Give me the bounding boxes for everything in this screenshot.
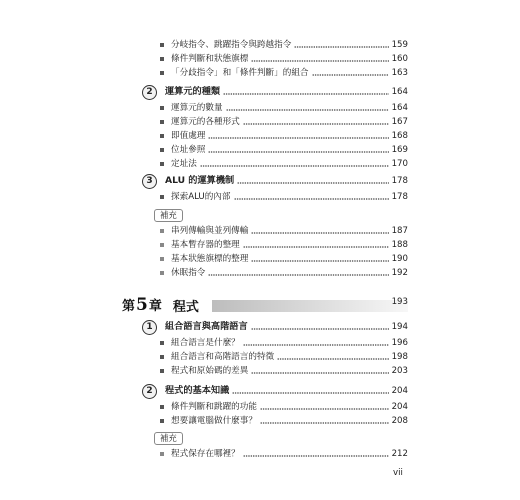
dot-leader [208,274,388,276]
bullet-icon [160,355,164,359]
toc-entry[interactable] [160,143,408,157]
entry-title: 位址參照 [171,145,206,155]
bullet-icon [160,134,164,138]
bullet-icon [160,341,164,345]
dot-leader [243,123,389,125]
dot-leader [223,93,388,95]
chapter-number [122,295,163,315]
entry-title: 即值處理 [171,131,206,141]
entry-page: 204 [391,402,408,412]
entry-title: 運算元的數量 [171,103,223,113]
entry-title: 組合語言和高階語言的特徵 [171,352,275,362]
toc-section[interactable] [142,173,408,189]
toc-entry[interactable] [160,190,408,204]
dot-leader [243,455,389,457]
dot-leader [251,260,388,262]
bullet-icon [160,419,164,423]
toc-entry[interactable] [160,38,408,52]
toc-entry[interactable] [160,400,408,414]
bullet-icon [160,369,164,373]
section-number-badge: 2 [142,85,157,100]
section-page: 178 [391,176,408,186]
section-title: 程式的基本知識 [165,385,230,396]
bullet-icon [160,452,164,456]
entry-title: 休眠指令 [171,268,206,278]
section-title: 運算元的種類 [165,86,221,97]
entry-page: 198 [391,352,408,362]
entry-page: 169 [391,145,408,155]
entry-title: 基本暫存器的整理 [171,240,240,250]
toc-entry[interactable] [160,336,408,350]
entry-title: 組合語言是什麼？ [171,338,240,348]
toc-entry[interactable] [160,252,408,266]
dot-leader [312,74,389,76]
bullet-icon [160,120,164,124]
entry-title: 定址法 [171,159,197,169]
entry-page: 188 [391,240,408,250]
dot-leader [251,60,388,62]
toc-entry[interactable] [160,66,408,80]
entry-title: 串列傳輸與並列傳輸 [171,226,249,236]
entry-title: 探索ALU的內部 [171,192,231,202]
toc-entry[interactable] [160,101,408,115]
section-number-badge: 2 [142,384,157,399]
bullet-icon [160,243,164,247]
entry-page: 164 [391,103,408,113]
dot-leader [243,344,389,346]
dot-leader [208,137,388,139]
chapter-suffix: 章 [148,299,163,314]
bullet-icon [160,257,164,261]
dot-leader [237,182,388,184]
bullet-icon [160,57,164,61]
toc-section[interactable] [142,84,408,100]
toc-entry[interactable] [160,238,408,252]
entry-page: 212 [391,449,408,459]
entry-title: 分岐指令、跳躍指令與跨越指令 [171,40,292,50]
dot-leader [251,372,388,374]
toc-entry[interactable] [160,414,408,428]
section-page: 164 [391,87,408,97]
section-title: ALU 的運算機制 [165,175,235,186]
toc-entry[interactable] [160,129,408,143]
section-number-badge: 3 [142,174,157,189]
entry-title: 程式保存在哪裡？ [171,449,240,459]
chapter-number-digit: 5 [136,295,149,315]
entry-page: 196 [391,338,408,348]
dot-leader [200,165,389,167]
chapter-heading[interactable] [122,296,408,314]
entry-page: 178 [391,192,408,202]
chapter-prefix: 第 [122,299,137,314]
entry-page: 187 [391,226,408,236]
bullet-icon [160,405,164,409]
dot-leader [208,151,388,153]
toc-section[interactable] [142,319,408,335]
bullet-icon [160,271,164,275]
entry-title: 程式和原始碼的差異 [171,366,249,376]
entry-page: 163 [391,68,408,78]
bullet-icon [160,43,164,47]
entry-page: 203 [391,366,408,376]
toc-entry[interactable] [160,364,408,378]
dot-leader [226,109,389,111]
section-page: 204 [391,386,408,396]
dot-leader [251,328,389,330]
toc-entry[interactable] [160,266,408,280]
dot-leader [234,198,389,200]
toc-entry[interactable] [160,447,408,461]
dot-leader [232,392,388,394]
dot-leader [251,232,388,234]
bullet-icon [160,148,164,152]
page-number: vii [393,468,403,478]
toc-entry[interactable] [160,52,408,66]
dot-leader [260,408,389,410]
entry-page: 170 [391,159,408,169]
dot-leader [260,422,389,424]
entry-page: 190 [391,254,408,264]
chapter-title-band [212,300,408,312]
toc-entry[interactable] [160,115,408,129]
entry-page: 167 [391,117,408,127]
entry-title: 運算元的各種形式 [171,117,240,127]
toc-entry[interactable] [160,350,408,364]
entry-page: 168 [391,131,408,141]
dot-leader [294,46,388,48]
entry-page: 160 [391,54,408,64]
entry-title: 基本狀態旗標的整理 [171,254,249,264]
section-title: 組合語言與高階語言 [165,321,248,332]
chapter-title: 程式 [172,299,199,315]
toc-section[interactable] [142,383,408,399]
entry-title: 「分歧指令」和「條件判斷」的組合 [171,68,309,78]
entry-title: 想要讓電腦做什麼事？ [171,416,257,426]
bullet-icon [160,195,164,199]
entry-page: 192 [391,268,408,278]
bullet-icon [160,229,164,233]
bullet-icon [160,162,164,166]
supplement-label: 補充 [154,432,183,445]
toc-entry[interactable] [160,224,408,238]
toc-entry[interactable] [160,157,408,171]
entry-title: 條件判斷和狀態旗標 [171,54,249,64]
entry-page: 159 [391,40,408,50]
dot-leader [243,246,389,248]
entry-page: 208 [391,416,408,426]
dot-leader [277,358,388,360]
bullet-icon [160,106,164,110]
section-number-badge: 1 [142,320,157,335]
entry-title: 條件判斷和跳躍的功能 [171,402,257,412]
section-page: 194 [391,322,408,332]
bullet-icon [160,71,164,75]
chapter-page: 193 [391,297,408,307]
supplement-label: 補充 [154,209,183,222]
